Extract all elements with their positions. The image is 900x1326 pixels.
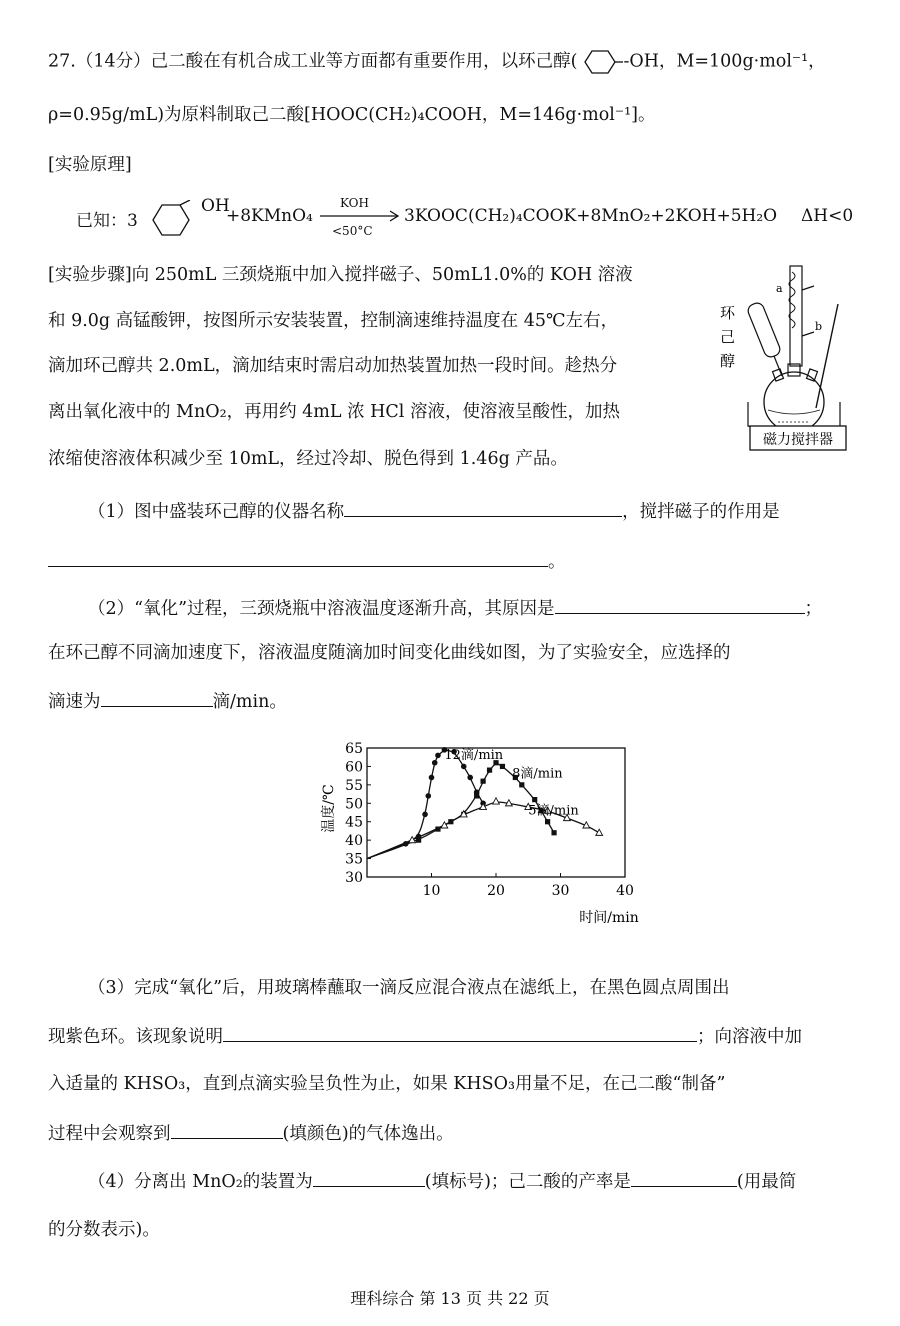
answer-blank-2b[interactable] [101, 688, 213, 707]
answer-blank-1b[interactable] [48, 548, 548, 567]
steps-line-1: [实验步骤]向 250mL 三颈烧瓶中加入搅拌磁子、50mL1.0%的 KOH 溶液 [48, 265, 633, 285]
chart-axes [367, 748, 625, 877]
sub4-line1: （4）分离出 MnO₂的装置为 (填标号)；己二酸的产率是 (用最简 [48, 1168, 868, 1195]
answer-blank-3b[interactable] [171, 1120, 283, 1139]
sub1-line1: （1）图中盛装环己醇的仪器名称 ，搅拌磁子的作用是 [48, 498, 868, 525]
x-tick-label: 30 [551, 883, 570, 899]
data-point-square [500, 764, 505, 769]
principle-heading: [实验原理] [48, 155, 132, 175]
label-a: a [776, 282, 783, 295]
svg-text:醇: 醇 [720, 352, 736, 370]
question-intro-line1 [48, 48, 868, 76]
sub1-line2: 。 [48, 548, 868, 575]
data-point-square [481, 779, 486, 784]
data-point-circle [422, 812, 428, 818]
y-tick-label: 55 [345, 777, 363, 794]
answer-blank-2a[interactable] [555, 595, 805, 614]
svg-text:环: 环 [720, 304, 736, 322]
data-point-triangle [409, 837, 416, 843]
series-label: 8滴/min [512, 766, 563, 782]
reaction-arrow-icon [318, 206, 402, 226]
data-point-circle [425, 793, 431, 799]
steps-line-3: 滴加环己醇共 2.0mL，滴加结束时需启动加热装置加热一段时间。趁热分 [48, 356, 618, 376]
condition-bottom: <50°C [332, 224, 373, 238]
cyclohexanol-structure-icon [148, 200, 208, 240]
data-point-triangle [596, 829, 603, 835]
intro-text: 27.（14分）己二酸在有机合成工业等方面都有重要作用，以环己醇( [48, 51, 578, 72]
stirrer-label: 磁力搅拌器 [763, 432, 833, 448]
y-tick-label: 60 [345, 759, 363, 776]
sub3-line1: （3）完成“氧化”后，用玻璃棒蘸取一滴反应混合液点在滤纸上，在黑色圆点周围出 [88, 978, 730, 998]
data-point-triangle [441, 822, 448, 828]
apparatus-diagram [712, 258, 852, 454]
answer-blank-4b[interactable] [631, 1168, 737, 1187]
sub2-line3: 滴速为 滴/min。 [48, 688, 868, 715]
reactant-kmno4: +8KMnO₄ [226, 206, 313, 226]
sub3-line4: 过程中会观察到 (填颜色)的气体逸出。 [48, 1120, 868, 1147]
cyclohexane-ring-icon [577, 48, 623, 76]
sub3-line3: 入适量的 KHSO₃，直到点滴实验呈负性为止，如果 KHSO₃用量不足，在己二酸“制备” [48, 1074, 726, 1094]
answer-blank-1a[interactable] [344, 498, 622, 517]
y-tick-label: 40 [345, 833, 363, 850]
y-tick-label: 50 [345, 796, 363, 813]
sub4-line2: 的分数表示)。 [48, 1220, 160, 1240]
temperature-chart [305, 740, 650, 940]
y-tick-label: 45 [345, 814, 363, 831]
data-point-circle [435, 753, 441, 759]
question-intro-line2: ρ=0.95g/mL)为原料制取己二酸[HOOC(CH₂)₄COOH，M=146g·mol⁻¹]。 [48, 105, 656, 125]
known-label: 已知：3 [76, 211, 138, 231]
label-b: b [815, 320, 823, 333]
reaction-products: 3KOOC(CH₂)₄COOK+8MnO₂+2KOH+5H₂O [404, 206, 778, 226]
enthalpy-change: ΔH<0 [801, 206, 854, 226]
series-label: 12滴/min [444, 748, 504, 764]
x-tick-label: 20 [487, 883, 505, 899]
steps-line-5: 浓缩使溶液体积减少至 10mL，经过冷却、脱色得到 1.46g 产品。 [48, 449, 568, 469]
three-neck-flask-icon [764, 364, 824, 432]
x-tick-label: 40 [616, 883, 634, 899]
answer-blank-3a[interactable] [223, 1023, 697, 1042]
x-axis-label: 时间/min [579, 910, 639, 926]
sub3-line2: 现紫色环。该现象说明 ；向溶液中加 [48, 1023, 868, 1050]
data-point-circle [467, 775, 473, 781]
condenser-icon [789, 266, 814, 366]
data-point-square [551, 830, 556, 835]
y-axis-label: 温度/℃ [321, 784, 337, 833]
condition-top: KOH [340, 196, 369, 210]
steps-line-4: 离出氧化液中的 MnO₂，再用约 4mL 浓 HCl 溶液，使溶液呈酸性，加热 [48, 402, 620, 422]
data-point-square [519, 782, 524, 787]
reaction-equation [48, 196, 878, 240]
svg-text:己: 己 [720, 328, 736, 346]
intro-molar-mass: -OH，M=100g·mol⁻¹， [623, 51, 826, 72]
data-point-square [545, 819, 550, 824]
steps-line-2: 和 9.0g 高锰酸钾，按图所示安装装置，控制滴速维持温度在 45℃左右， [48, 311, 619, 331]
data-point-square [474, 793, 479, 798]
series-label: 5滴/min [528, 803, 579, 819]
data-point-circle [429, 775, 435, 781]
y-tick-label: 30 [345, 870, 363, 886]
y-tick-label: 65 [345, 741, 363, 757]
page-footer: 理科综合 第 13 页 共 22 页 [350, 1289, 550, 1308]
data-point-square [487, 768, 492, 773]
answer-blank-4a[interactable] [313, 1168, 425, 1187]
x-tick-label: 10 [422, 883, 441, 899]
side-label [720, 304, 736, 370]
sub2-line2: 在环己醇不同滴加速度下，溶液温度随滴加时间变化曲线如图，为了实验安全，应选择的 [48, 643, 731, 663]
data-point-triangle [493, 798, 500, 804]
dropping-funnel-icon [746, 301, 782, 376]
plot-frame [367, 748, 625, 877]
chart-labels [320, 741, 639, 926]
sub2-line1: （2）“氧化”过程，三颈烧瓶中溶液温度逐渐升高，其原因是 ； [48, 595, 868, 622]
oh-label: OH [201, 196, 230, 216]
data-point-square [532, 797, 537, 802]
data-point-circle [432, 760, 438, 766]
y-tick-label: 35 [345, 851, 363, 868]
data-point-circle [461, 764, 467, 770]
